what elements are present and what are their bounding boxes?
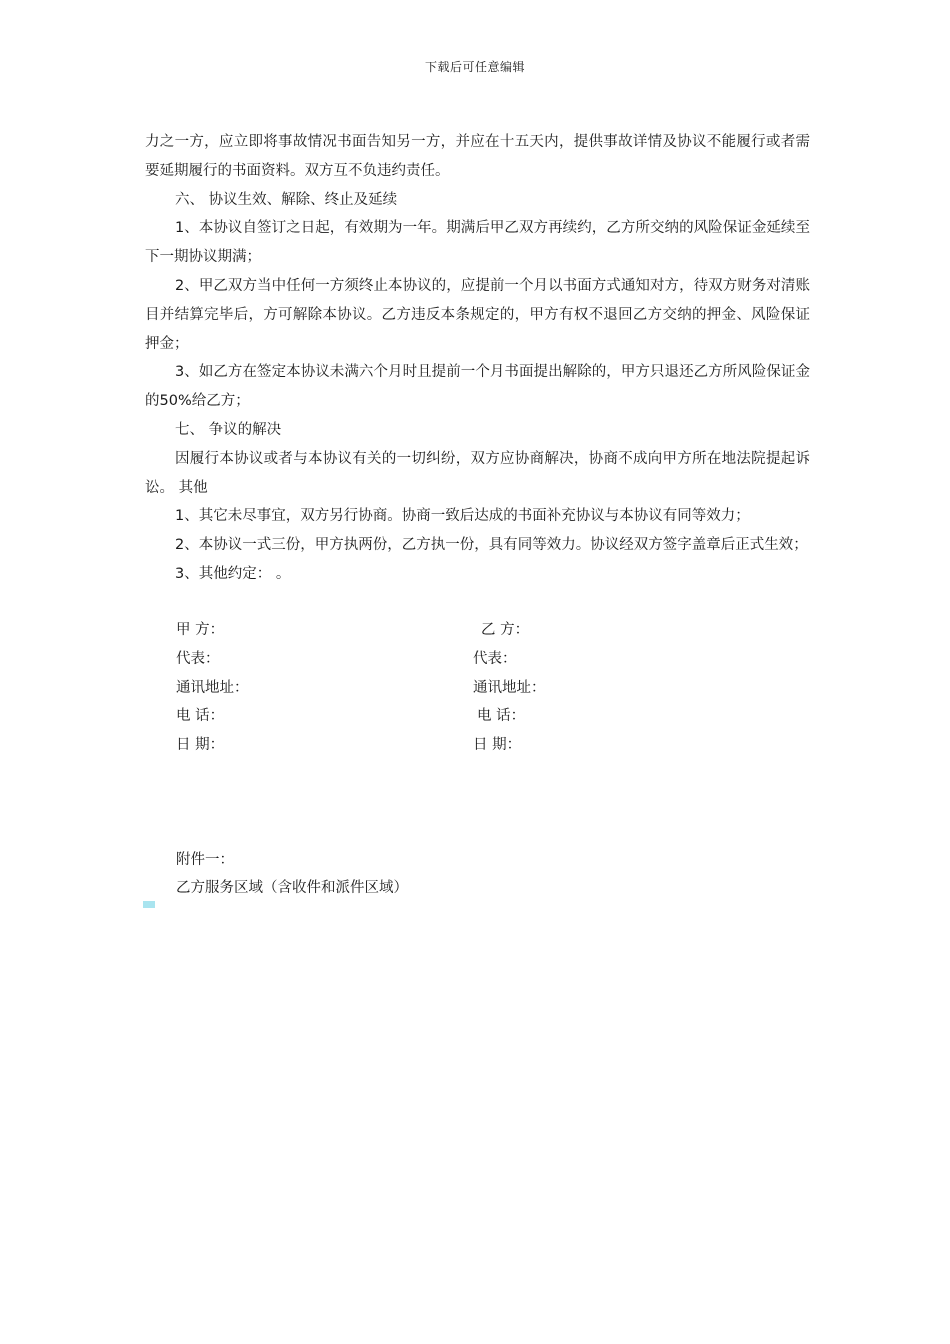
party-b-phone: 电 话： xyxy=(477,708,526,724)
party-a-date: 日 期： xyxy=(176,737,225,753)
party-a-label: 甲 方： xyxy=(176,622,225,638)
paragraph-6-3: 3、如乙方在签定本协议未满六个月时且提前一个月书面提出解除的，甲方只退还乙方所风险保证金的50%给乙方； xyxy=(145,364,810,410)
party-b-label: 乙 方： xyxy=(481,622,530,638)
section-heading-6: 六、 协议生效、解除、终止及延续 xyxy=(175,191,398,208)
attachment-description: 乙方服务区域（含收件和派件区域） xyxy=(176,880,408,896)
party-a-address: 通讯地址： xyxy=(176,680,249,696)
party-b-address: 通讯地址： xyxy=(473,680,546,696)
party-a-representative: 代表： xyxy=(176,651,220,667)
party-b-representative: 代表： xyxy=(473,651,517,667)
paragraph-7: 因履行本协议或者与本协议有关的一切纠纷，双方应协商解决，协商不成向甲方所在地法院提起诉讼。 其他 xyxy=(145,450,810,496)
paragraph-6-2: 2、甲乙双方当中任何一方须终止本协议的，应提前一个月以书面方式通知对方，待双方财务对清账目并结算完毕后，方可解除本协议。乙方违反本条规定的，甲方有权不退回乙方交纳的押金、风险保证押金； xyxy=(145,277,810,352)
page-header: 下载后可任意编辑 xyxy=(424,60,525,74)
paragraph-other-3: 3、其他约定： 。 xyxy=(175,565,291,582)
document-body xyxy=(145,128,810,589)
section-heading-7: 七、 争议的解决 xyxy=(175,421,282,438)
paragraph-force-majeure-cont: 力之一方，应立即将事故情况书面告知另一方，并应在十五天内，提供事故详情及协议不能履行或者需要延期履行的书面资料。双方互不负违约责任。 xyxy=(145,134,810,179)
cursor-marker xyxy=(143,901,155,908)
paragraph-6-1: 1、本协议自签订之日起，有效期为一年。期满后甲乙双方再续约，乙方所交纳的风险保证金延续至下一期协议期满； xyxy=(145,220,810,266)
attachment-title: 附件一： xyxy=(176,852,234,868)
paragraph-other-1: 1、其它未尽事宜，双方另行协商。协商一致后达成的书面补充协议与本协议有同等效力； xyxy=(175,508,750,525)
party-a-phone: 电 话： xyxy=(176,708,225,724)
paragraph-other-2: 2、本协议一式三份，甲方执两份，乙方执一份，具有同等效力。协议经双方签字盖章后正式生效； xyxy=(175,537,808,554)
party-b-date: 日 期： xyxy=(473,737,522,753)
